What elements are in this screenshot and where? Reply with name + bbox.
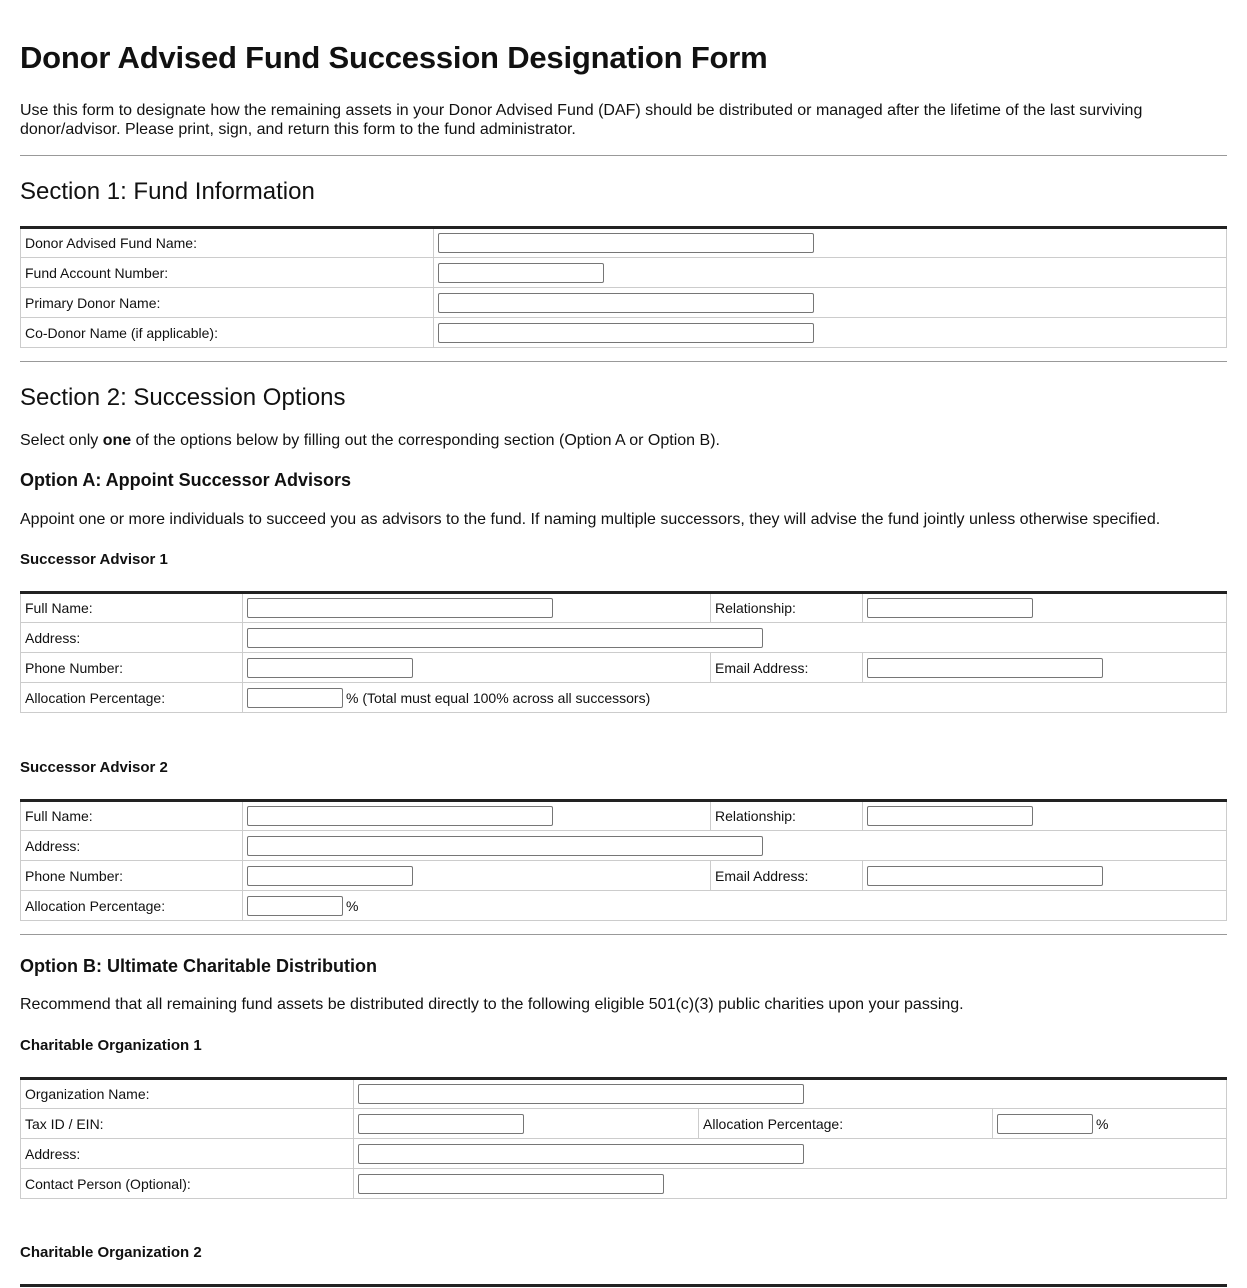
phone-label: Phone Number: [21,653,243,683]
option-b-description: Recommend that all remaining fund assets be distributed directly to the following eligible 501(c)(3) public charities upon your passing. [20,996,964,1013]
org1-address-input[interactable] [358,1144,804,1164]
option-a-description: Appoint one or more individuals to succeed you as advisors to the fund. If naming multiple successors, they will advise the fund jointly unless otherwise specified. [20,511,1161,528]
table-row [21,683,1227,713]
relationship-label: Relationship: [711,593,863,623]
advisor2-email-input[interactable] [867,866,1103,886]
email-label: Email Address: [711,861,863,891]
divider [20,934,1227,935]
advisor1-full-name-input[interactable] [247,598,553,618]
org1-allocation-input[interactable] [997,1114,1093,1134]
advisor1-phone-input[interactable] [247,658,413,678]
org1-contact-input[interactable] [358,1174,664,1194]
fund-name-label: Donor Advised Fund Name: [21,228,434,258]
instruction-text: Select only [20,432,103,449]
tax-id-label: Tax ID / EIN: [21,1109,354,1139]
relationship-label: Relationship: [711,801,863,831]
advisor1-table [20,591,1227,713]
advisor2-heading: Successor Advisor 2 [20,759,168,776]
fund-name-input[interactable] [438,233,814,253]
advisor2-full-name-input[interactable] [247,806,553,826]
advisor2-relationship-input[interactable] [867,806,1033,826]
divider [20,155,1227,156]
intro-text: Use this form to designate how the remaining assets in your Donor Advised Fund (DAF) should be distributed or managed after the lifetime of the last surviving donor/advisor. Please print, sign, and return this form to the fund administrator. [20,102,1143,138]
table-row [21,318,1227,348]
divider [20,361,1227,362]
section2-heading: Section 2: Succession Options [20,384,346,411]
table-row [21,1109,1227,1139]
account-number-input[interactable] [438,263,604,283]
primary-donor-input[interactable] [438,293,814,313]
table-row [21,801,1227,831]
org2-heading: Charitable Organization 2 [20,1244,202,1261]
table-row [21,1169,1227,1199]
table-row [21,831,1227,861]
allocation-label: Allocation Percentage: [21,891,243,921]
email-label: Email Address: [711,653,863,683]
advisor1-allocation-input[interactable] [247,688,343,708]
page-title: Donor Advised Fund Succession Designation Form [20,40,768,75]
address-label: Address: [21,831,243,861]
address-label: Address: [21,623,243,653]
co-donor-input[interactable] [438,323,814,343]
org1-name-input[interactable] [358,1084,804,1104]
table-row [21,1139,1227,1169]
advisor1-relationship-input[interactable] [867,598,1033,618]
instruction-emphasis: one [102,432,132,449]
co-donor-label: Co-Donor Name (if applicable): [21,318,434,348]
primary-donor-label: Primary Donor Name: [21,288,434,318]
org1-table [20,1077,1227,1199]
table-row [21,288,1227,318]
instruction-text: of the options below by filling out the corresponding section (Option A or Option B). [131,432,720,449]
contact-label: Contact Person (Optional): [21,1169,354,1199]
advisor2-address-input[interactable] [247,836,763,856]
table-row [21,861,1227,891]
org2-table-top-border [20,1284,1227,1287]
table-row [21,593,1227,623]
advisor1-heading: Successor Advisor 1 [20,551,168,568]
option-b-heading: Option B: Ultimate Charitable Distribution [20,956,378,976]
phone-label: Phone Number: [21,861,243,891]
allocation-note: % (Total must equal 100% across all successors) [346,689,651,706]
fund-info-table [20,226,1227,348]
full-name-label: Full Name: [21,801,243,831]
advisor1-email-input[interactable] [867,658,1103,678]
percent-unit: % [1096,1115,1109,1132]
account-number-label: Fund Account Number: [21,258,434,288]
full-name-label: Full Name: [21,593,243,623]
table-row [21,258,1227,288]
table-row [21,228,1227,258]
advisor1-address-input[interactable] [247,628,763,648]
table-row [21,653,1227,683]
option-a-heading: Option A: Appoint Successor Advisors [20,470,352,490]
org1-tax-id-input[interactable] [358,1114,524,1134]
allocation-label: Allocation Percentage: [699,1109,993,1139]
advisor2-table [20,799,1227,921]
org-name-label: Organization Name: [21,1079,354,1109]
percent-unit: % [346,897,359,914]
allocation-label: Allocation Percentage: [21,683,243,713]
table-row [21,891,1227,921]
org1-heading: Charitable Organization 1 [20,1037,202,1054]
table-row [21,1079,1227,1109]
advisor2-allocation-input[interactable] [247,896,343,916]
section1-heading: Section 1: Fund Information [20,178,315,205]
table-row [21,623,1227,653]
address-label: Address: [21,1139,354,1169]
section2-instruction [20,432,720,450]
advisor2-phone-input[interactable] [247,866,413,886]
